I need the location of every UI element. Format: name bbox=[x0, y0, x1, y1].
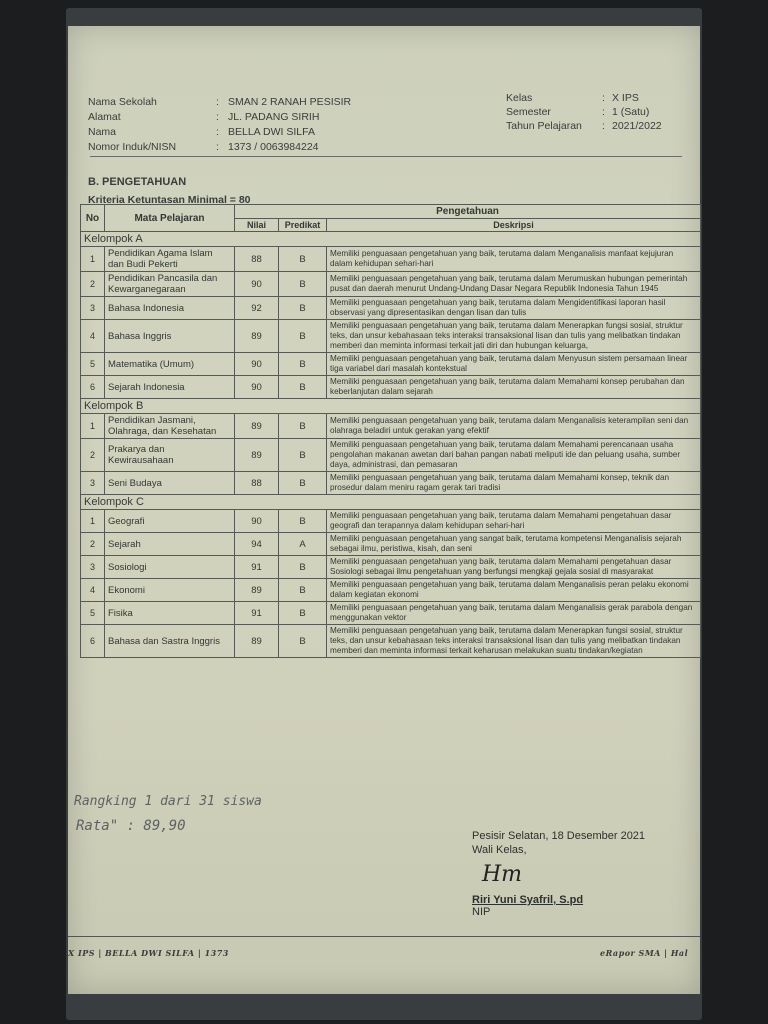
header-description: Deskripsi bbox=[327, 219, 701, 232]
table-row bbox=[81, 272, 701, 297]
subject-name: Fisika bbox=[105, 602, 235, 625]
row-number: 3 bbox=[81, 472, 105, 495]
table-row bbox=[81, 414, 701, 439]
grade-value: 94 bbox=[235, 533, 279, 556]
grade-predicate: B bbox=[279, 353, 327, 376]
grades-table bbox=[80, 204, 701, 658]
grade-description: Memiliki penguasaan pengetahuan yang baik, terutama dalam Memahami perencanaan usaha pengolahan makanan awetan dari bahan pangan nabati meliputi ide dan peluang usaha, sumber daya, administrasi, dan pemasaran bbox=[327, 439, 701, 472]
subject-name: Prakarya dan Kewirausahaan bbox=[105, 439, 235, 472]
student-info-row bbox=[88, 111, 319, 123]
info-separator: : bbox=[602, 92, 605, 104]
grade-predicate: B bbox=[279, 602, 327, 625]
subject-name: Sejarah bbox=[105, 533, 235, 556]
grade-description: Memiliki penguasaan pengetahuan yang baik, terutama dalam Memahami konsep perubahan dan keberlanjutan dalam sejarah bbox=[327, 376, 701, 399]
row-number: 5 bbox=[81, 353, 105, 376]
group-row bbox=[81, 495, 701, 510]
info-value: JL. PADANG SIRIH bbox=[228, 111, 320, 123]
info-value: BELLA DWI SILFA bbox=[228, 126, 315, 138]
class-info-row bbox=[506, 106, 649, 118]
grade-value: 88 bbox=[235, 472, 279, 495]
table-row bbox=[81, 472, 701, 495]
footer-divider bbox=[68, 936, 700, 937]
row-number: 1 bbox=[81, 247, 105, 272]
table-row bbox=[81, 320, 701, 353]
signer-nip: NIP bbox=[472, 906, 491, 918]
row-number: 4 bbox=[81, 320, 105, 353]
group-title: Kelompok B bbox=[81, 399, 701, 414]
grade-predicate: B bbox=[279, 272, 327, 297]
table-row bbox=[81, 353, 701, 376]
table-row bbox=[81, 297, 701, 320]
info-value: X IPS bbox=[612, 92, 639, 104]
header-predicate: Predikat bbox=[279, 219, 327, 232]
subject-name: Geografi bbox=[105, 510, 235, 533]
grade-description: Memiliki penguasaan pengetahuan yang sangat baik, terutama kompetensi Menganalisis sejarah sebagai ilmu, peristiwa, kisah, dan seni bbox=[327, 533, 701, 556]
grade-description: Memiliki penguasaan pengetahuan yang baik, terutama dalam Menganalisis peran pelaku ekonomi dalam kegiatan ekonomi bbox=[327, 579, 701, 602]
grade-predicate: B bbox=[279, 297, 327, 320]
table-row bbox=[81, 533, 701, 556]
student-info-row bbox=[88, 126, 315, 138]
grade-value: 90 bbox=[235, 510, 279, 533]
subject-name: Sejarah Indonesia bbox=[105, 376, 235, 399]
header-divider bbox=[90, 156, 682, 157]
table-row bbox=[81, 602, 701, 625]
place-date: Pesisir Selatan, 18 Desember 2021 bbox=[472, 830, 646, 842]
header-value: Nilai bbox=[235, 219, 279, 232]
grade-value: 89 bbox=[235, 439, 279, 472]
header-subject: Mata Pelajaran bbox=[105, 205, 235, 232]
row-number: 2 bbox=[81, 272, 105, 297]
grade-value: 92 bbox=[235, 297, 279, 320]
group-title: Kelompok A bbox=[81, 232, 701, 247]
grade-value: 91 bbox=[235, 602, 279, 625]
grade-value: 90 bbox=[235, 376, 279, 399]
table-row bbox=[81, 376, 701, 399]
grade-value: 90 bbox=[235, 353, 279, 376]
grade-predicate: B bbox=[279, 376, 327, 399]
grade-description: Memiliki penguasaan pengetahuan yang baik, terutama dalam Menganalisis keterampilan seni dan olahraga beladiri untuk gerakan yang efektif bbox=[327, 414, 701, 439]
header-knowledge: Pengetahuan bbox=[235, 205, 701, 219]
class-info-row bbox=[506, 120, 662, 132]
row-number: 1 bbox=[81, 510, 105, 533]
table-row bbox=[81, 579, 701, 602]
grade-predicate: B bbox=[279, 625, 327, 658]
section-title: B. PENGETAHUAN bbox=[88, 176, 187, 188]
header-no: No bbox=[81, 205, 105, 232]
grade-value: 91 bbox=[235, 556, 279, 579]
row-number: 3 bbox=[81, 556, 105, 579]
grade-description: Memiliki penguasaan pengetahuan yang baik, terutama dalam Menerapkan fungsi sosial, struktur teks, dan unsur kebahasaan teks interaksi transaksional lisan dan tulis yang melibatkan tindakan memberi dan meminta informasi terkait keharusan melakukan suatu tindakan/kegiatan bbox=[327, 625, 701, 658]
grade-predicate: B bbox=[279, 472, 327, 495]
grade-value: 89 bbox=[235, 414, 279, 439]
subject-name: Bahasa Indonesia bbox=[105, 297, 235, 320]
grade-predicate: B bbox=[279, 320, 327, 353]
info-separator: : bbox=[602, 120, 605, 132]
group-title: Kelompok C bbox=[81, 495, 701, 510]
info-label: Semester bbox=[506, 106, 551, 118]
table-row bbox=[81, 247, 701, 272]
grade-predicate: B bbox=[279, 579, 327, 602]
signer-name: Riri Yuni Syafril, S.pd bbox=[472, 894, 584, 906]
grade-description: Memiliki penguasaan pengetahuan yang baik, terutama dalam Memahami pengetahuan dasar Sosiologi sebagai ilmu pengetahuan yang berfungsi mengkaji gejala sosial di masyarakat bbox=[327, 556, 701, 579]
info-separator: : bbox=[216, 141, 219, 153]
subject-name: Pendidikan Jasmani, Olahraga, dan Kesehatan bbox=[105, 414, 235, 439]
group-row bbox=[81, 232, 701, 247]
grade-value: 90 bbox=[235, 272, 279, 297]
subject-name: Matematika (Umum) bbox=[105, 353, 235, 376]
subject-name: Pendidikan Pancasila dan Kewarganegaraan bbox=[105, 272, 235, 297]
info-label: Alamat bbox=[88, 111, 121, 123]
grade-predicate: B bbox=[279, 510, 327, 533]
grade-value: 89 bbox=[235, 320, 279, 353]
grade-description: Memiliki penguasaan pengetahuan yang baik, terutama dalam Menerapkan fungsi sosial, struktur teks, dan unsur kebahasaan teks interaksi transaksional lisan dan tulis yang melibatkan tindakan memberi dan meminta informasi terkait jati diri dan hubungan keluarga, bbox=[327, 320, 701, 353]
subject-name: Seni Budaya bbox=[105, 472, 235, 495]
grade-value: 88 bbox=[235, 247, 279, 272]
subject-name: Sosiologi bbox=[105, 556, 235, 579]
grade-description: Memiliki penguasaan pengetahuan yang baik, terutama dalam Menyusun sistem persamaan linear tiga variabel dari masalah kontekstual bbox=[327, 353, 701, 376]
grade-description: Memiliki penguasaan pengetahuan yang baik, terutama dalam Menganalisis manfaat kejujuran dalam kehidupan sehari-hari bbox=[327, 247, 701, 272]
ranking-note: Rangking 1 dari 31 siswa bbox=[74, 794, 262, 809]
student-info-row bbox=[88, 96, 351, 108]
info-label: Nama Sekolah bbox=[88, 96, 157, 108]
info-label: Tahun Pelajaran bbox=[506, 120, 582, 132]
footer-left: X IPS | BELLA DWI SILFA | 1373 bbox=[68, 948, 229, 958]
table-row bbox=[81, 439, 701, 472]
table-row bbox=[81, 625, 701, 658]
grade-predicate: B bbox=[279, 247, 327, 272]
grade-predicate: B bbox=[279, 556, 327, 579]
student-info-row bbox=[88, 141, 319, 153]
info-value: SMAN 2 RANAH PESISIR bbox=[228, 96, 352, 108]
footer-right: eRapor SMA | Hal bbox=[600, 948, 689, 958]
info-separator: : bbox=[216, 96, 219, 108]
table-row bbox=[81, 556, 701, 579]
subject-name: Bahasa dan Sastra Inggris bbox=[105, 625, 235, 658]
row-number: 5 bbox=[81, 602, 105, 625]
report-card-page bbox=[68, 26, 700, 994]
grade-value: 89 bbox=[235, 579, 279, 602]
grade-description: Memiliki penguasaan pengetahuan yang baik, terutama dalam Mengidentifikasi laporan hasil observasi yang dipresentasikan dengan lisan dan tulis bbox=[327, 297, 701, 320]
info-label: Nama bbox=[88, 126, 117, 138]
grade-description: Memiliki penguasaan pengetahuan yang baik, terutama dalam Memahami pengetahuan dasar geografi dan terapannya dalam kehidupan sehari-hari bbox=[327, 510, 701, 533]
grade-predicate: B bbox=[279, 414, 327, 439]
row-number: 2 bbox=[81, 533, 105, 556]
subject-name: Ekonomi bbox=[105, 579, 235, 602]
info-value: 2021/2022 bbox=[612, 120, 662, 132]
group-row bbox=[81, 399, 701, 414]
grade-description: Memiliki penguasaan pengetahuan yang baik, terutama dalam Merumuskan hubungan pemerintah pusat dan daerah menurut Undang-Undang Dasar Negara Republik Indonesia Tahun 1945 bbox=[327, 272, 701, 297]
subject-name: Pendidikan Agama Islam dan Budi Pekerti bbox=[105, 247, 235, 272]
average-note: Rata" : 89,90 bbox=[76, 818, 186, 834]
row-number: 1 bbox=[81, 414, 105, 439]
row-number: 6 bbox=[81, 376, 105, 399]
grade-predicate: B bbox=[279, 439, 327, 472]
class-info-row bbox=[506, 92, 639, 104]
table-row bbox=[81, 510, 701, 533]
info-separator: : bbox=[216, 111, 219, 123]
row-number: 6 bbox=[81, 625, 105, 658]
info-label: Kelas bbox=[506, 92, 533, 104]
grade-value: 89 bbox=[235, 625, 279, 658]
grade-description: Memiliki penguasaan pengetahuan yang baik, terutama dalam Menganalisis gerak parabola dengan menggunakan vektor bbox=[327, 602, 701, 625]
info-value: 1 (Satu) bbox=[612, 106, 650, 118]
info-label: Nomor Induk/NISN bbox=[88, 141, 177, 153]
row-number: 2 bbox=[81, 439, 105, 472]
info-value: 1373 / 0063984224 bbox=[228, 141, 319, 153]
info-separator: : bbox=[216, 126, 219, 138]
kkm-label: Kriteria Ketuntasan Minimal = 80 bbox=[88, 194, 251, 206]
info-separator: : bbox=[602, 106, 605, 118]
signer-role: Wali Kelas, bbox=[472, 844, 527, 856]
row-number: 3 bbox=[81, 297, 105, 320]
signature-scribble: Hm bbox=[482, 862, 523, 887]
row-number: 4 bbox=[81, 579, 105, 602]
grade-predicate: A bbox=[279, 533, 327, 556]
subject-name: Bahasa Inggris bbox=[105, 320, 235, 353]
grade-description: Memiliki penguasaan pengetahuan yang baik, terutama dalam Memahami konsep, teknik dan prosedur dalam meniru ragam gerak tari tradisi bbox=[327, 472, 701, 495]
